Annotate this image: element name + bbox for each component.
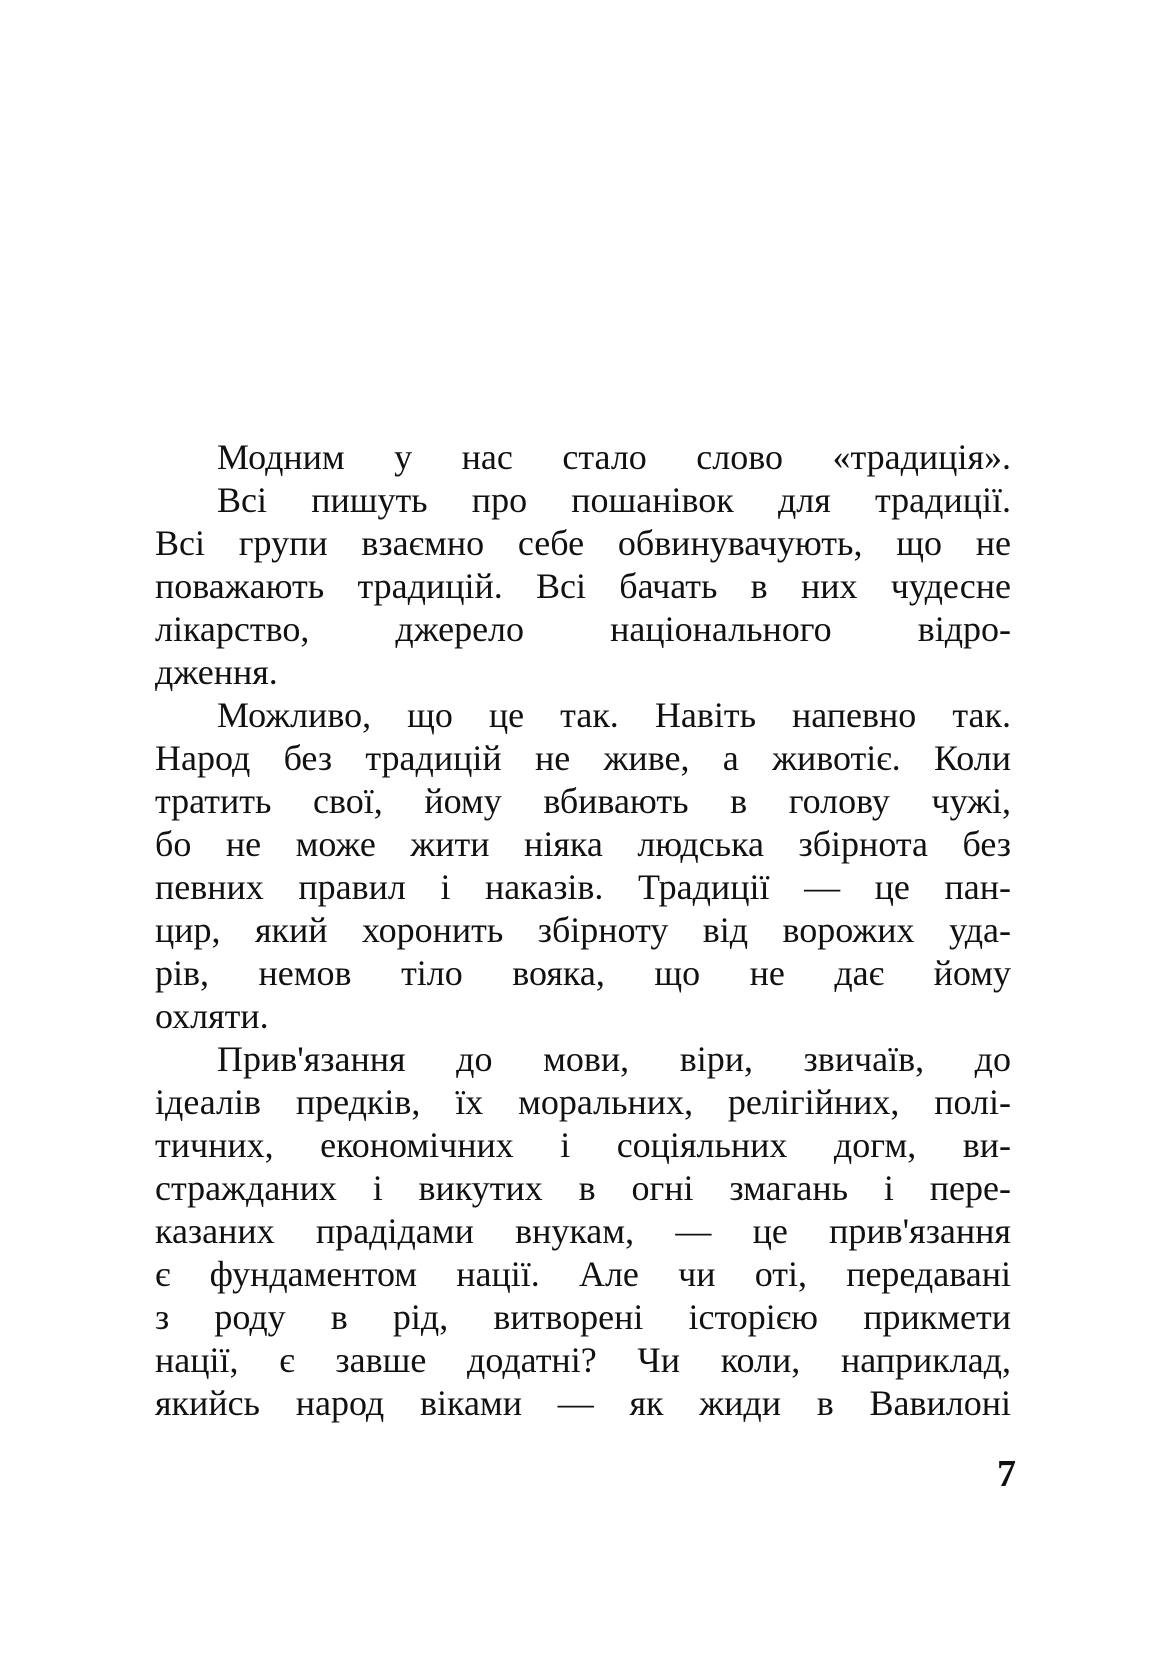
text-line: рів, немов тіло вояка, що не дає йому (155, 953, 1011, 993)
text-line: є фундаментом нації. Але чи оті, передавані (155, 1254, 1011, 1294)
text-line: цир, який хоронить збірноту від ворожих уда- (155, 910, 1011, 950)
text-line: тратить свої, йому вбивають в голову чужі, (155, 781, 1011, 821)
text-line: поважають традицій. Всі бачать в них чудесне (155, 566, 1011, 606)
text-line: ідеалів предків, їх моральних, релігійних, полі- (155, 1082, 1011, 1122)
text-line: охляти. (155, 996, 269, 1036)
text-line: Всі групи взаємно себе обвинувачують, що не (155, 523, 1011, 563)
body-text (155, 436, 1011, 1425)
text-line: тичних, економічних і соціяльних догм, ви- (155, 1125, 1011, 1165)
text-line: з роду в рід, витворені історією прикмети (155, 1297, 1011, 1337)
text-line: певних правил і наказів. Традиції — це пан- (155, 867, 1011, 907)
text-line: дження. (155, 652, 278, 692)
text-line: Можливо, що це так. Навіть напевно так. (217, 695, 1011, 735)
text-line: Народ без традицій не живе, а животіє. Коли (155, 738, 1011, 778)
text-line: лікарство, джерело національного відро- (155, 609, 1011, 649)
text-line: Модним у нас стало слово «традиція». (217, 437, 1011, 477)
text-line: страждaних і викутих в огні змагань і пере- (155, 1168, 1011, 1208)
page-number: 7 (997, 1453, 1016, 1495)
text-line: казаних прадідами внукам, — це прив'язання (155, 1211, 1011, 1251)
text-line: Всі пишуть про пошанівок для традиції. (217, 480, 1011, 520)
text-line: якийсь народ віками — як жиди в Вавилоні (155, 1383, 1011, 1423)
text-line: нації, є завше додатні? Чи коли, наприклад, (155, 1340, 1011, 1380)
text-line: бо не може жити ніяка людська збірнота без (155, 824, 1011, 864)
text-line: Прив'язання до мови, віри, звичаїв, до (217, 1039, 1011, 1079)
